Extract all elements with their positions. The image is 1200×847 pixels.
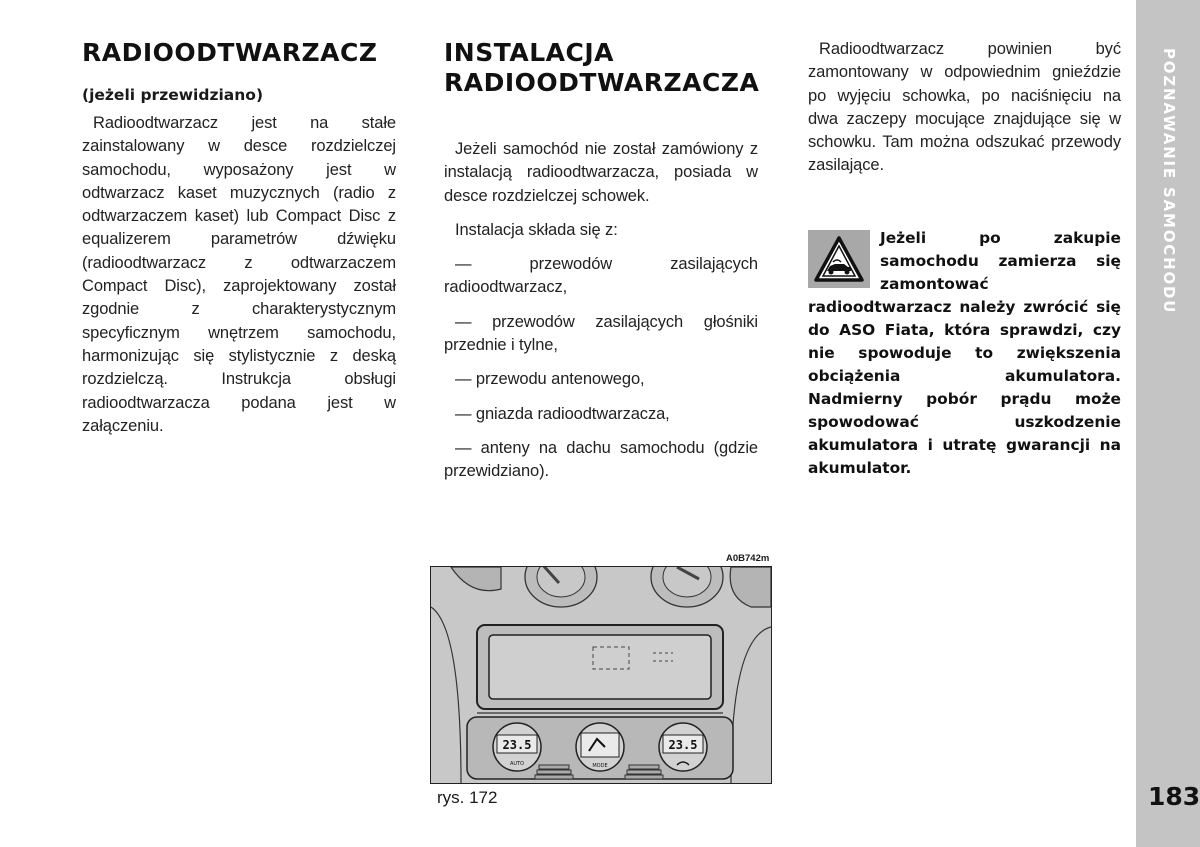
warning-battery-drain-icon: [808, 230, 870, 288]
section-title-installation: [444, 38, 758, 98]
installation-list-intro: Instalacja składa się z:: [455, 220, 618, 239]
title-line-2: RADIOODTWARZACZA: [444, 68, 760, 97]
list-item: — przewodów zasilających głośniki przednie i tylne,: [444, 312, 758, 355]
list-item: — przewodów zasilających radioodtwarzacz,: [444, 255, 758, 297]
radio-description: Radioodtwarzacz jest na stałe zainstalowany w desce rozdzielczej samochodu, wyposażony jest w odtwarzacz kaset muzycznych (radio z odtwarzaczem kaset) lub Compact Disc z equalizerem parametrów dźwięku (radioodtwarzacz z odtwarzaczem Compact Disc), zaprojektowany został zgodnie z charakterystycznym specyficznym wnętrzem samochodu, harmonizując się stylistycznie z deską rozdzielczą. Instrukcja obsługi radioodtwarzacza podana jest w załączeniu.: [82, 114, 396, 435]
label-auto: AUTO: [509, 761, 525, 767]
title-line-1: INSTALACJA: [444, 38, 614, 67]
list-item: — przewodu antenowego,: [455, 370, 645, 389]
figure-code: A0B742m: [726, 553, 770, 564]
section-title-radio: RADIOODTWARZACZ: [82, 38, 378, 67]
mounting-description: Radioodtwarzacz powinien być zamontowany w odpowiednim gnieździe po wyjęciu schowka, po naciśnięciu na dwa zaczepy mocujące znajdujące się w schowku. Tam można odszukać przewody zasilające.: [808, 40, 1121, 175]
installation-intro: Jeżeli samochód nie został zamówiony z instalacją radioodtwarzacza, posiada w desce rozdzielczej schowek.: [444, 140, 758, 205]
dashboard-illustration: [431, 567, 771, 783]
list-item: — anteny na dachu samochodu (gdzie przewidziano).: [444, 438, 758, 481]
page-number: 183: [1148, 782, 1200, 811]
warning-text: Jeżeli po zakupie samochodu zamierza się zamontować radioodtwarzacz należy zwrócić się do ASO Fiata, która sprawdzi, czy nie spowoduje to zwiększenia obciążenia akumulatora. Nadmierny pobór prądu może spowodować uszkodzenie akumulatora i utratę gwarancji na akumulator.: [808, 229, 1121, 477]
chapter-label: POZNAWANIE SAMOCHODU: [1160, 48, 1178, 315]
column-mounting: [808, 38, 1121, 178]
column-installation: [444, 38, 758, 495]
column-radio: [82, 38, 396, 438]
warning-box: [808, 227, 1121, 480]
figure-caption: rys. 172: [437, 788, 498, 807]
figure-dashboard: [430, 566, 772, 784]
section-subtitle: (jeżeli przewidziano): [82, 86, 264, 104]
display-right: 23.5: [668, 738, 698, 752]
display-left: 23.5: [502, 738, 532, 752]
label-mode: MODE: [592, 763, 608, 769]
list-item: — gniazda radioodtwarzacza,: [455, 404, 670, 423]
